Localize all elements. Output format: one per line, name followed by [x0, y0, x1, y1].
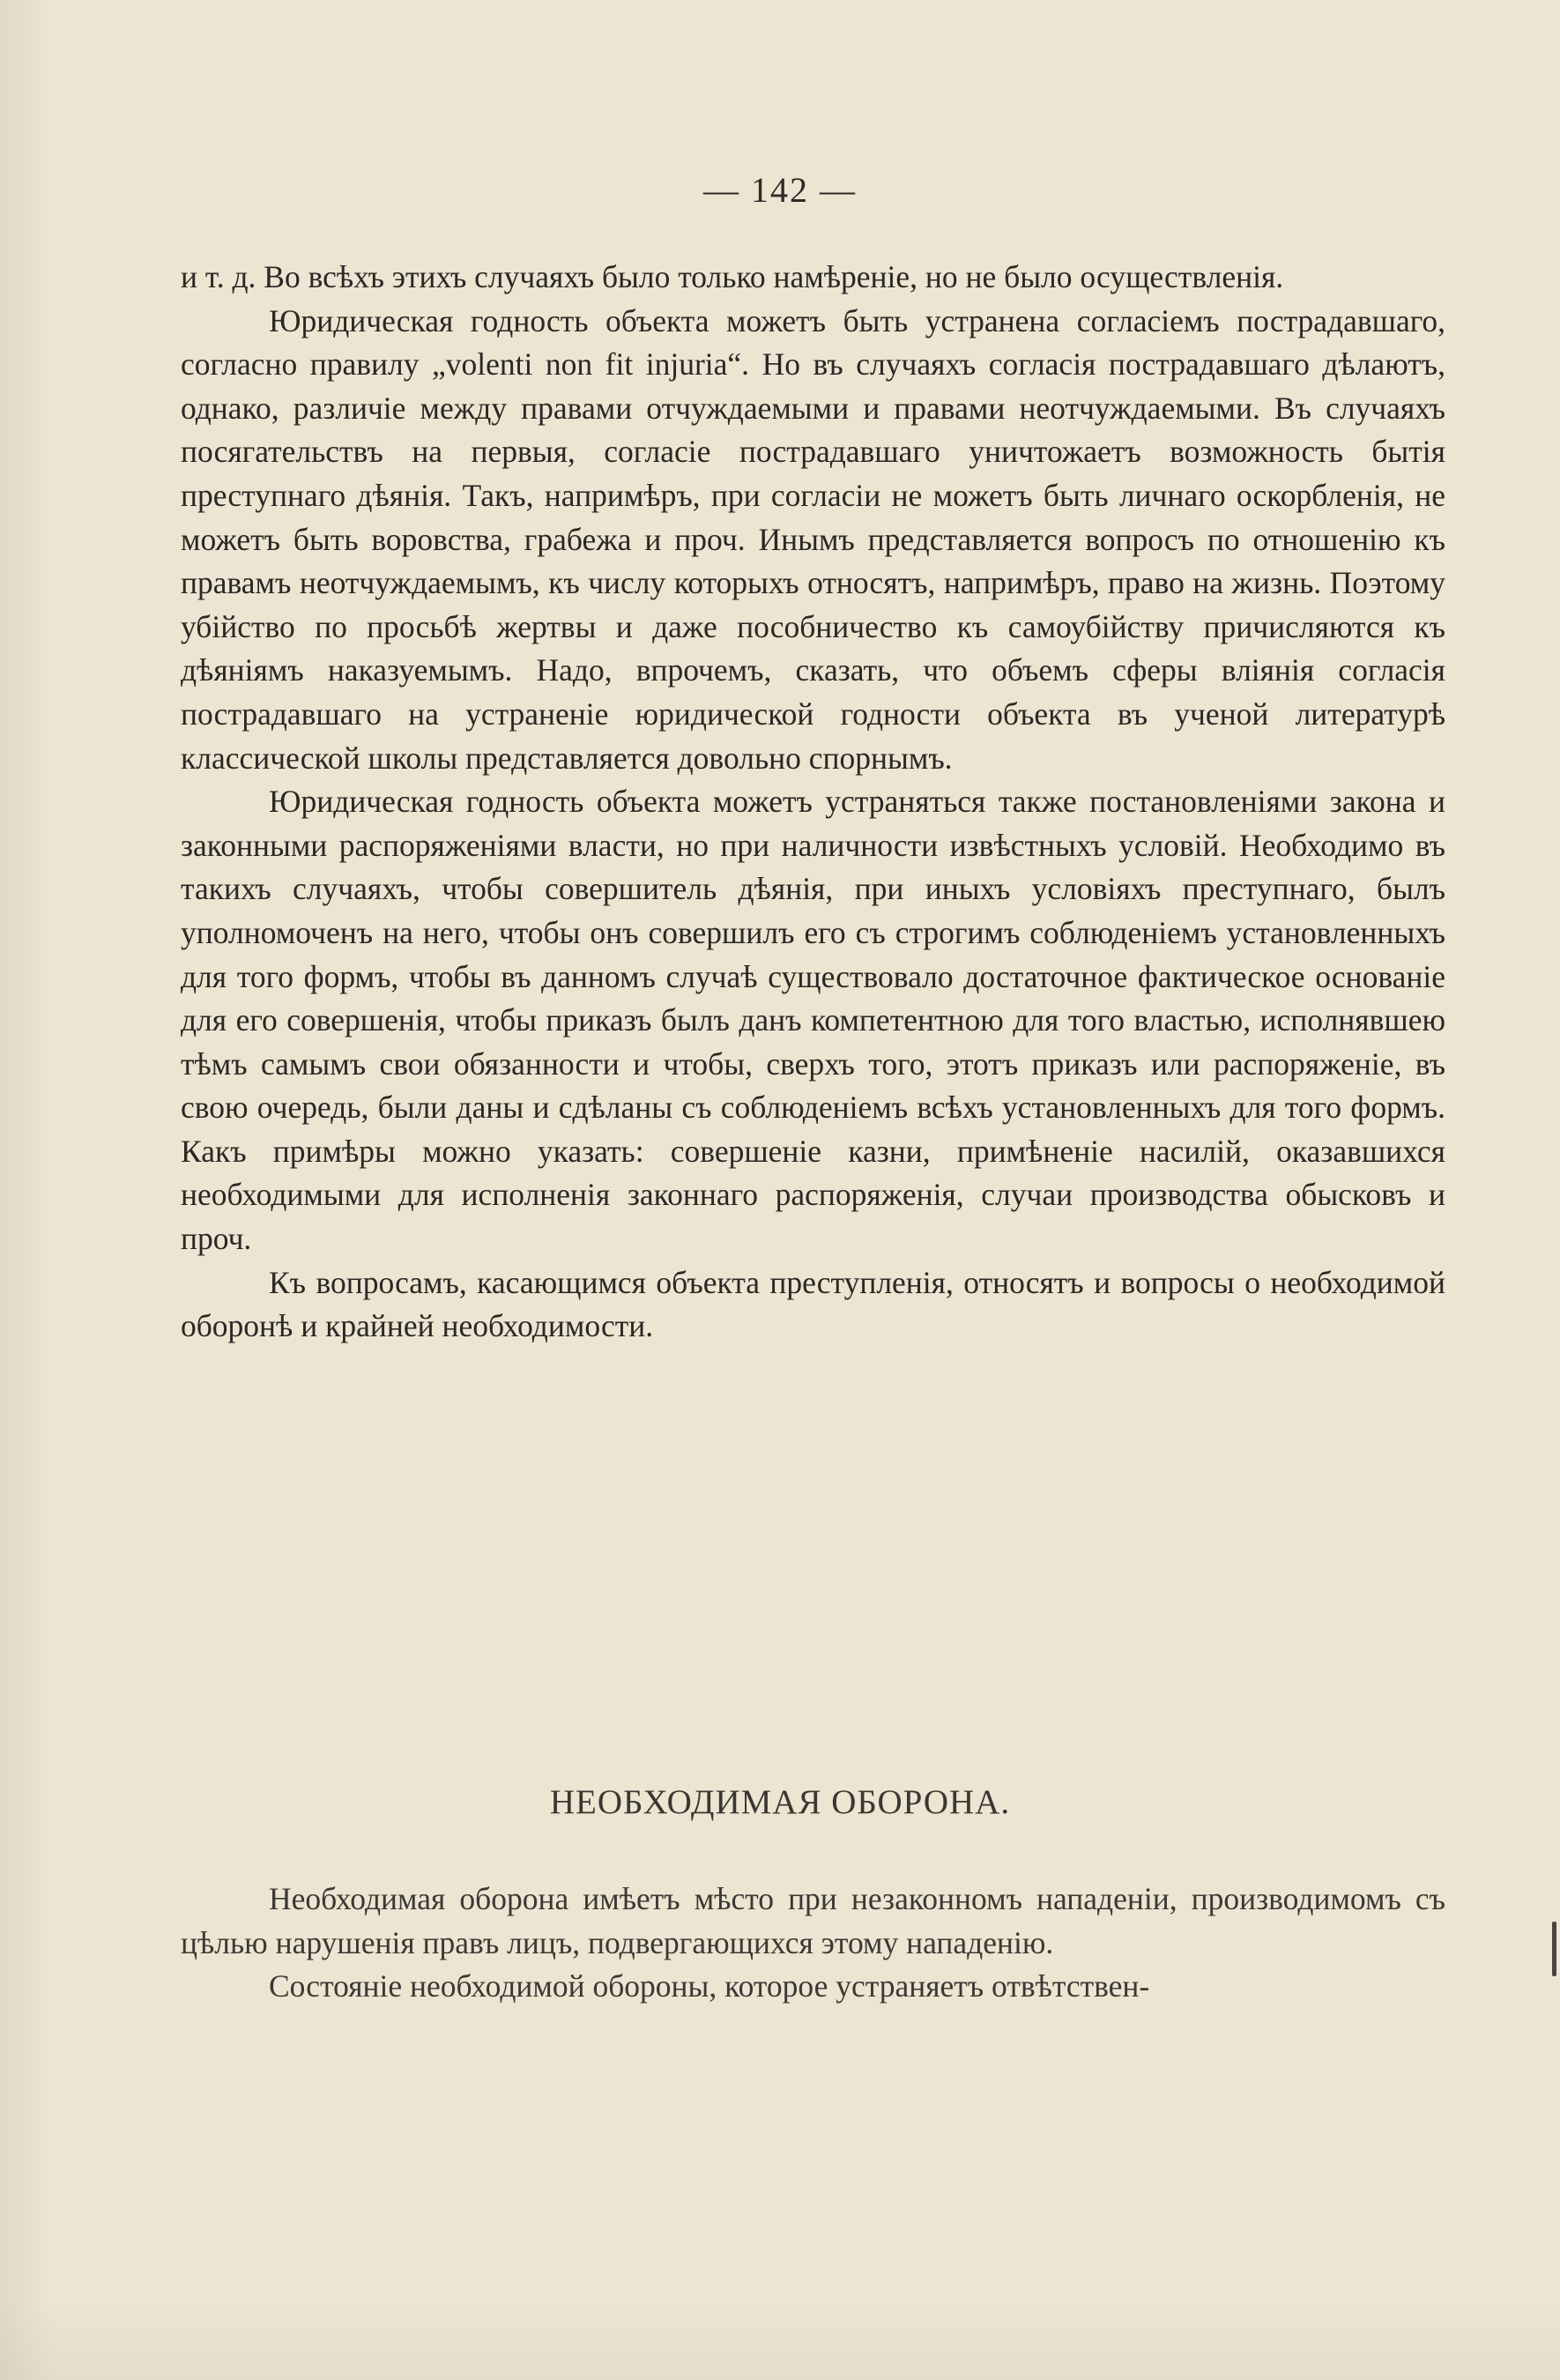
paragraph-transition: Къ вопросамъ, касающимся объекта преступленія, относятъ и вопросы о необходимой оборонѣ и крайней необходимости.	[181, 1264, 1445, 1344]
paragraph-continuation: и т. д. Во всѣхъ этихъ случаяхъ было только намѣреніе, но не было осуществленія.	[181, 259, 1284, 294]
paragraph-definition: Необходимая оборона имѣетъ мѣсто при незаконномъ нападеніи, производимомъ съ цѣлью нарушенія правъ лицъ, подвергающихся этому нападенію.	[181, 1881, 1445, 1960]
page-number: — 142 —	[703, 170, 857, 210]
body-text	[181, 256, 1445, 1349]
section-body-text	[181, 1878, 1445, 2009]
paragraph-consent: Юридическая годность объекта можетъ быть устранена согласіемъ пострадавшаго, согласно правилу „volenti non fit injuria“. Но въ случаяхъ согласія пострадавшаго дѣлаютъ, однако, различіе между правами отчуждаемыми и правами неотчуждаемыми. Въ случаяхъ посягательствъ на первыя, согласіе пострадавшаго уничтожаетъ возможность бытія преступнаго дѣянія. Такъ, напримѣръ, при согласіи не можетъ быть личнаго оскорбленія, не можетъ быть воровства, грабежа и проч. Инымъ представляется вопросъ по отношенію къ правамъ неотчуждаемымъ, къ числу которыхъ относятъ, напримѣръ, право на жизнь. Поэтому убійство по просьбѣ жертвы и даже пособничество къ самоубійству причисляются къ дѣяніямъ наказуемымъ. Надо, впрочемъ, сказать, что объемъ сферы вліянія согласія пострадавшаго на устраненіе юридической годности объекта въ ученой литературѣ классической школы представляется довольно спорнымъ.	[181, 302, 1445, 776]
section-heading: НЕОБХОДИМАЯ ОБОРОНА.	[549, 1783, 1011, 1821]
paragraph-state-of-defense: Состояніе необходимой обороны, которое устраняетъ отвѣтствен-	[269, 1968, 1150, 2004]
page-edge-mark	[1552, 1922, 1556, 1976]
paragraph-legal-orders: Юридическая годность объекта можетъ устраняться также постановленіями закона и законными распоряженіями власти, но при наличности извѣстныхъ условій. Необходимо въ такихъ случаяхъ, чтобы совершитель дѣянія, при иныхъ условіяхъ преступнаго, былъ уполномоченъ на него, чтобы онъ совершилъ его съ строгимъ соблюденіемъ установленныхъ для того формъ, чтобы въ данномъ случаѣ существовало достаточное фактическое основаніе для его совершенія, чтобы приказъ былъ данъ компетентною для того властью, исполнявшею тѣмъ самымъ свои обязанности и чтобы, сверхъ того, этотъ приказъ или распоряженіе, въ свою очередь, были даны и сдѣланы съ соблюденіемъ всѣхъ установленныхъ для того формъ. Какъ примѣры можно указать: совершеніе казни, примѣненіе насилій, оказавшихся необходимыми для исполненія законнаго распоряженія, случаи производства обысковъ и проч.	[181, 784, 1445, 1257]
